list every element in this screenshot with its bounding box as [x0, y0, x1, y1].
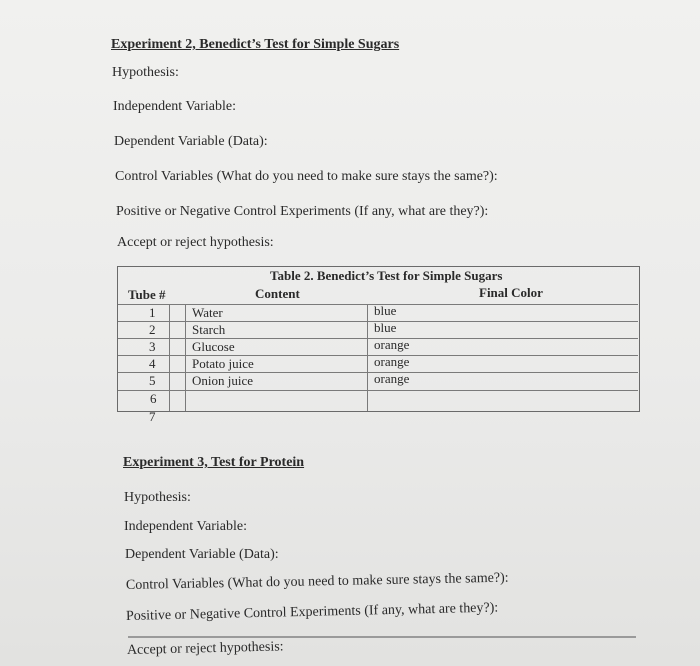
- tube-content: Potato juice: [192, 356, 254, 371]
- tube-final-color: blue: [374, 320, 397, 335]
- experiment2-title: Experiment 2, Benedict’s Test for Simple Sugars: [111, 37, 400, 52]
- exp2-posneg-label: Positive or Negative Control Experiments (If any, what are they?):: [116, 204, 489, 219]
- grid-line: [118, 390, 638, 391]
- tube-number: 3: [149, 339, 156, 354]
- exp3-control-label: Control Variables (What do you need to make sure stays the same?):: [125, 570, 509, 593]
- tube-number: 4: [149, 356, 156, 371]
- tube-content: Starch: [192, 322, 226, 337]
- tube-number: 1: [149, 305, 156, 320]
- exp3-independent-label: Independent Variable:: [124, 519, 247, 534]
- tube-content: Glucose: [192, 339, 235, 354]
- table-caption: Table 2. Benedict’s Test for Simple Sugars: [270, 268, 503, 283]
- tube-final-color: blue: [374, 303, 397, 318]
- tube-number-7: 7: [149, 409, 156, 424]
- exp3-accept-label: Accept or reject hypothesis:: [126, 639, 284, 658]
- exp3-posneg-label: Positive or Negative Control Experiments (If any, what are they?):: [125, 600, 499, 624]
- exp2-dependent-label: Dependent Variable (Data):: [114, 134, 268, 149]
- grid-line: [185, 304, 186, 411]
- tube-number: 2: [149, 322, 156, 337]
- tube-final-color: orange: [374, 354, 410, 369]
- tube-final-color: orange: [374, 337, 410, 352]
- exp2-independent-label: Independent Variable:: [113, 99, 236, 114]
- table-2: [117, 266, 640, 412]
- header-content: Content: [255, 286, 300, 301]
- tube-content: Onion juice: [192, 373, 254, 388]
- exp2-hypothesis-label: Hypothesis:: [112, 65, 179, 80]
- exp2-control-label: Control Variables (What do you need to make sure stays the same?):: [115, 169, 498, 184]
- exp3-dependent-label: Dependent Variable (Data):: [125, 547, 279, 562]
- header-tube: Tube #: [128, 287, 166, 302]
- grid-line: [169, 304, 170, 411]
- header-final-color: Final Color: [479, 285, 543, 300]
- exp2-accept-label: Accept or reject hypothesis:: [117, 235, 274, 250]
- tube-final-color: orange: [374, 371, 410, 386]
- grid-line: [367, 304, 368, 411]
- exp3-hypothesis-label: Hypothesis:: [124, 490, 191, 505]
- tube-number: 5: [149, 373, 156, 388]
- tube-number: 6: [150, 391, 157, 406]
- next-table-top-border: [128, 636, 636, 638]
- experiment3-title: Experiment 3, Test for Protein: [123, 455, 305, 470]
- tube-content: Water: [192, 305, 223, 320]
